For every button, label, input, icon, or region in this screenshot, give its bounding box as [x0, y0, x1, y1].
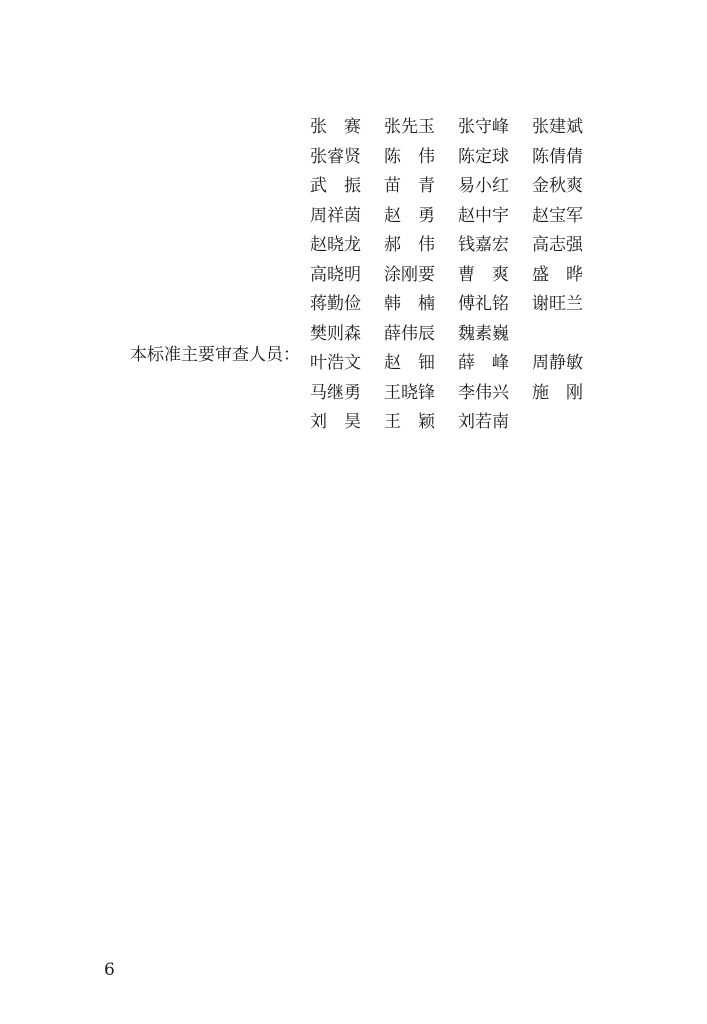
person-name: 赵晓龙	[310, 235, 361, 256]
person-name: 张睿贤	[310, 146, 361, 167]
person-name: 薛伟辰	[384, 323, 435, 344]
person-name: 傅礼铭	[458, 294, 509, 315]
person-name: 韩 楠	[384, 294, 435, 315]
name-row	[310, 169, 610, 199]
personnel-name-list	[310, 110, 610, 435]
person-name: 谢旺兰	[532, 294, 583, 315]
person-name: 苗 青	[384, 176, 435, 197]
person-name: 涂刚要	[384, 264, 435, 285]
person-name: 陈倩倩	[532, 146, 583, 167]
person-name: 张先玉	[384, 117, 435, 138]
person-name: 钱嘉宏	[458, 235, 509, 256]
name-row	[310, 287, 610, 317]
person-name: 赵 钿	[384, 353, 435, 374]
name-row	[310, 376, 610, 406]
person-name: 樊则森	[310, 323, 361, 344]
person-name: 曹 爽	[458, 264, 509, 285]
person-name: 武 振	[310, 176, 361, 197]
person-name: 刘若南	[458, 412, 509, 433]
review-personnel-label: 本标准主要审查人员：	[130, 345, 300, 365]
person-name: 魏素巍	[458, 323, 509, 344]
person-name: 张守峰	[458, 117, 509, 138]
person-name: 王晓锋	[384, 382, 435, 403]
person-name: 刘 昊	[310, 412, 361, 433]
name-row	[310, 346, 610, 376]
person-name: 陈 伟	[384, 146, 435, 167]
person-name: 李伟兴	[458, 382, 509, 403]
person-name: 张建斌	[532, 117, 583, 138]
person-name: 马继勇	[310, 382, 361, 403]
person-name: 张 赛	[310, 117, 361, 138]
person-name: 叶浩文	[310, 353, 361, 374]
person-name: 易小红	[458, 176, 509, 197]
person-name: 赵 勇	[384, 205, 435, 226]
person-name: 高晓明	[310, 264, 361, 285]
name-row	[310, 199, 610, 229]
name-row	[310, 110, 610, 140]
person-name: 王 颖	[384, 412, 435, 433]
name-row	[310, 140, 610, 170]
name-row	[310, 317, 610, 347]
name-row	[310, 228, 610, 258]
person-name: 周祥茵	[310, 205, 361, 226]
person-name: 薛 峰	[458, 353, 509, 374]
person-name: 陈定球	[458, 146, 509, 167]
person-name: 高志强	[532, 235, 583, 256]
person-name: 蒋勤俭	[310, 294, 361, 315]
page-number: 6	[104, 960, 115, 980]
person-name: 郝 伟	[384, 235, 435, 256]
person-name: 赵宝军	[532, 205, 583, 226]
person-name: 盛 晔	[532, 264, 583, 285]
person-name: 赵中宇	[458, 205, 509, 226]
person-name: 周静敏	[532, 353, 583, 374]
name-row	[310, 258, 610, 288]
person-name: 金秋爽	[532, 176, 583, 197]
name-row	[310, 405, 610, 435]
person-name: 施 刚	[532, 382, 583, 403]
